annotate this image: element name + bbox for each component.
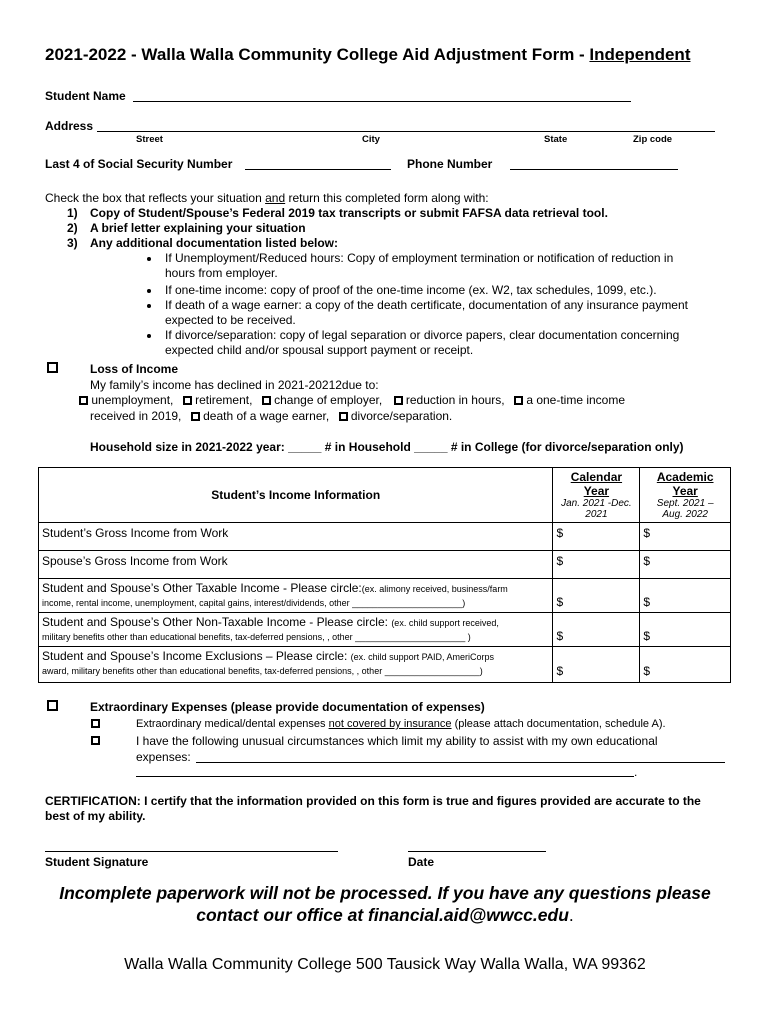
- unusual-circumstances-checkbox[interactable]: [91, 736, 100, 745]
- certification-line2: best of my ability.: [45, 809, 146, 823]
- address-field[interactable]: [97, 131, 715, 132]
- date-label: Date: [408, 855, 435, 869]
- bullet-1-line2: hours from employer.: [165, 266, 278, 280]
- ssn-label: Last 4 of Social Security Number: [45, 157, 233, 171]
- bullet-4-line1: If divorce/separation: copy of legal separation or divorce papers, clear documentation concerning: [165, 328, 680, 342]
- phone-field[interactable]: [510, 169, 678, 170]
- zip-label: Zip code: [633, 134, 673, 145]
- calendar-year-cell[interactable]: $: [553, 579, 640, 613]
- table-row: [39, 647, 731, 683]
- street-label: Street: [136, 134, 163, 145]
- signature-label: Student Signature: [45, 855, 149, 869]
- academic-year-cell[interactable]: $: [640, 647, 731, 683]
- divorce-separation-checkbox[interactable]: [339, 412, 348, 421]
- certification-line1: CERTIFICATION: I certify that the information provided on this form is true and figures provided are accurate to the: [45, 794, 701, 808]
- bullet-1-line1: If Unemployment/Reduced hours: Copy of employment termination or notification of reduction in: [165, 251, 674, 265]
- academic-year-cell[interactable]: $: [640, 579, 731, 613]
- table-row: [39, 551, 731, 579]
- reduction-in-hours-checkbox[interactable]: [394, 396, 403, 405]
- row-label-other-taxable: Student and Spouse’s Other Taxable Income - Please circle:(ex. alimony received, business/farm income, rental income, unemployment, capital gains, interest/dividends, other ______________________): [39, 579, 553, 613]
- table-row: [39, 523, 731, 551]
- city-label: City: [362, 134, 380, 145]
- table-row: [39, 579, 731, 613]
- income-table: [38, 467, 731, 683]
- instruction-item-1: Copy of Student/Spouse’s Federal 2019 tax transcripts or submit FAFSA data retrieval tool.: [90, 206, 608, 220]
- retirement-checkbox[interactable]: [183, 396, 192, 405]
- address-label: Address: [45, 119, 94, 133]
- student-name-field[interactable]: [133, 101, 631, 102]
- calendar-year-cell[interactable]: $: [553, 613, 640, 647]
- instruction-item-3: Any additional documentation listed below:: [90, 236, 339, 250]
- signature-field[interactable]: [45, 851, 338, 852]
- student-name-label: Student Name: [45, 89, 126, 103]
- income-table-header: Student’s Income Information: [39, 468, 553, 523]
- instruction-num-2: 2): [67, 221, 78, 235]
- calendar-year-header: Calendar Year Jan. 2021 -Dec. 2021: [553, 468, 640, 523]
- notice-line1: Incomplete paperwork will not be processed. If you have any questions please: [59, 883, 711, 903]
- academic-year-cell[interactable]: $: [640, 523, 731, 551]
- calendar-year-cell[interactable]: $: [553, 647, 640, 683]
- row-label-income-exclusions: Student and Spouse’s Income Exclusions – Please circle: (ex. child support PAID, AmeriCorps award, military benefits other than educational benefits, tax-deferred pensions, , other ___________________): [39, 647, 553, 683]
- change-of-employer-checkbox[interactable]: [262, 396, 271, 405]
- bullet-3-line2: expected to be received.: [165, 313, 296, 327]
- expenses-field-line2[interactable]: [136, 776, 634, 777]
- bullet-icon: [147, 304, 151, 308]
- medical-expenses-text: Extraordinary medical/dental expenses not covered by insurance (please attach documentation, schedule A).: [136, 718, 666, 730]
- expenses-period: .: [634, 765, 638, 779]
- loss-of-income-line1: My family’s income has declined in 2021-20212due to:: [90, 378, 379, 392]
- row-label-spouse-gross: Spouse’s Gross Income from Work: [39, 551, 553, 579]
- state-label: State: [544, 134, 568, 145]
- table-row: [39, 613, 731, 647]
- expenses-field-line1[interactable]: [196, 762, 725, 763]
- death-of-wage-earner-checkbox[interactable]: [191, 412, 200, 421]
- academic-year-cell[interactable]: $: [640, 613, 731, 647]
- row-label-other-nontaxable: Student and Spouse’s Other Non-Taxable Income - Please circle: (ex. child support received, military benefits other than educational benefits, tax-deferred pensions, , other ______________________ ): [39, 613, 553, 647]
- household-size-line: Household size in 2021-2022 year: _____ # in Household _____ # in College (for divorce/separation only): [90, 440, 684, 454]
- instruction-item-2: A brief letter explaining your situation: [90, 221, 306, 235]
- calendar-year-cell[interactable]: $: [553, 551, 640, 579]
- unusual-circumstances-line1: I have the following unusual circumstances which limit my ability to assist with my own educational: [136, 734, 658, 748]
- instruction-num-3: 3): [67, 236, 78, 250]
- bullet-4-line2: expected child and/or spousal support payment or receipt.: [165, 343, 474, 357]
- row-label-student-gross: Student’s Gross Income from Work: [39, 523, 553, 551]
- academic-year-cell[interactable]: $: [640, 551, 731, 579]
- instruction-num-1: 1): [67, 206, 78, 220]
- calendar-year-cell[interactable]: $: [553, 523, 640, 551]
- form-title: 2021-2022 - Walla Walla Community College Aid Adjustment Form - Independent: [45, 45, 691, 64]
- one-time-income-checkbox[interactable]: [514, 396, 523, 405]
- bullet-icon: [147, 334, 151, 338]
- bullet-3-line1: If death of a wage earner: a copy of the death certificate, documentation of any insurance payment: [165, 298, 688, 312]
- bullet-icon: [147, 257, 151, 261]
- date-field[interactable]: [408, 851, 546, 852]
- loss-of-income-checkbox[interactable]: [47, 362, 58, 373]
- bullet-2-line1: If one-time income: copy of proof of the one-time income (ex. W2, tax schedules, 1099, etc.).: [165, 283, 657, 297]
- academic-year-header: Academic Year Sept. 2021 – Aug. 2022: [640, 468, 731, 523]
- unemployment-checkbox[interactable]: [79, 396, 88, 405]
- title-independent: Independent: [589, 45, 691, 64]
- loss-of-income-heading: Loss of Income: [90, 362, 179, 376]
- extraordinary-expenses-checkbox[interactable]: [47, 700, 58, 711]
- loss-options-row2: received in 2019, death of a wage earner, divorce/separation.: [90, 409, 453, 423]
- unusual-circumstances-line2: expenses:: [136, 750, 191, 764]
- footer-address: Walla Walla Community College 500 Tausick Way Walla Walla, WA 99362: [124, 956, 646, 973]
- extraordinary-heading: Extraordinary Expenses (please provide documentation of expenses): [90, 700, 485, 714]
- phone-label: Phone Number: [407, 157, 493, 171]
- bullet-icon: [147, 289, 151, 293]
- instructions-lead: Check the box that reflects your situation and return this completed form along with:: [45, 191, 489, 205]
- ssn-field[interactable]: [245, 169, 391, 170]
- medical-expenses-checkbox[interactable]: [91, 719, 100, 728]
- loss-options-row: unemployment, retirement, change of employer, reduction in hours, a one-time income: [79, 393, 625, 407]
- notice-line2: contact our office at financial.aid@wwcc.edu.: [196, 905, 574, 925]
